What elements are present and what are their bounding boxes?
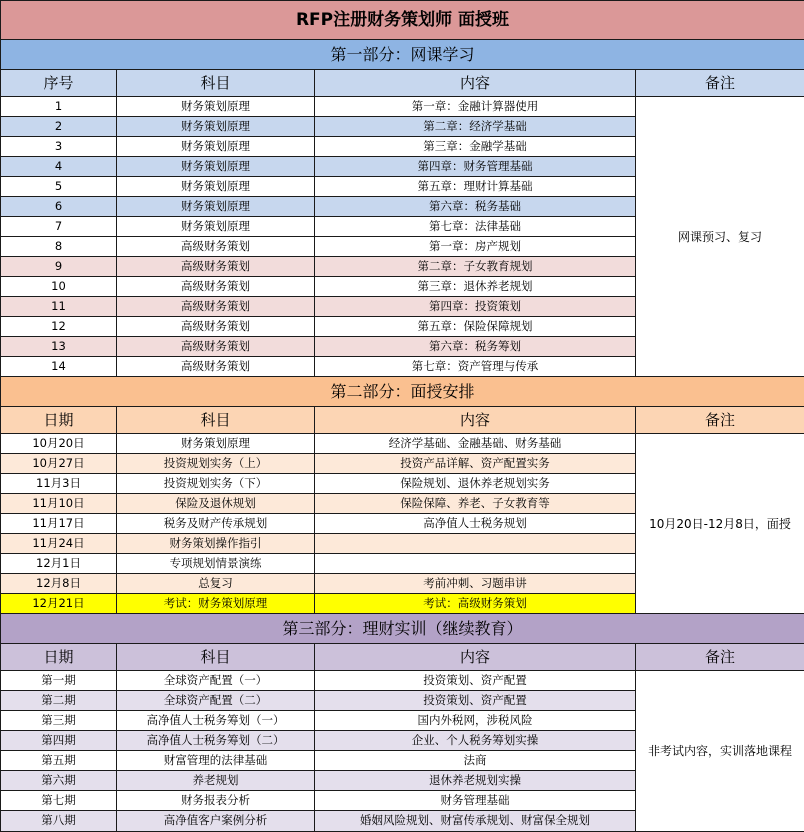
cell-index: 第五期 [1, 751, 117, 771]
cell-index: 11月3日 [1, 474, 117, 494]
cell-subject: 全球资产配置（二） [117, 691, 315, 711]
cell-index: 2 [1, 117, 117, 137]
cell-index: 11月10日 [1, 494, 117, 514]
cell-index: 12月8日 [1, 574, 117, 594]
cell-content: 保险保障、养老、子女教育等 [315, 494, 636, 514]
page-title: RFP注册财务策划师 面授班 [1, 1, 804, 40]
cell-content [315, 534, 636, 554]
cell-content: 考试：高级财务策划 [315, 594, 636, 614]
cell-index: 第一期 [1, 671, 117, 691]
cell-content: 投资产品详解、资产配置实务 [315, 454, 636, 474]
cell-index: 11 [1, 297, 117, 317]
cell-subject: 总复习 [117, 574, 315, 594]
cell-subject: 高级财务策划 [117, 317, 315, 337]
header-content: 内容 [315, 644, 636, 671]
cell-index: 10月27日 [1, 454, 117, 474]
cell-index: 1 [1, 97, 117, 117]
column-header-row [1, 70, 804, 97]
cell-index: 13 [1, 337, 117, 357]
cell-content: 第三章：金融学基础 [315, 137, 636, 157]
cell-subject: 财富管理的法律基础 [117, 751, 315, 771]
header-note: 备注 [636, 407, 804, 434]
cell-index: 第六期 [1, 771, 117, 791]
cell-subject: 财务策划原理 [117, 434, 315, 454]
cell-index: 第七期 [1, 791, 117, 811]
table-row [1, 97, 804, 117]
cell-index: 12月21日 [1, 594, 117, 614]
cell-content: 第七章：资产管理与传承 [315, 357, 636, 377]
cell-subject: 高净值客户案例分析 [117, 811, 315, 832]
cell-subject: 专项规划情景演练 [117, 554, 315, 574]
cell-subject: 全球资产配置（一） [117, 671, 315, 691]
cell-subject: 财务策划原理 [117, 117, 315, 137]
cell-content: 第二章：子女教育规划 [315, 257, 636, 277]
cell-index: 4 [1, 157, 117, 177]
cell-subject: 投资规划实务（下） [117, 474, 315, 494]
cell-index: 第八期 [1, 811, 117, 832]
cell-content: 第四章：财务管理基础 [315, 157, 636, 177]
cell-content: 第五章：理财计算基础 [315, 177, 636, 197]
cell-index: 12 [1, 317, 117, 337]
cell-subject: 高级财务策划 [117, 277, 315, 297]
cell-content: 考前冲刺、习题串讲 [315, 574, 636, 594]
header-note: 备注 [636, 644, 804, 671]
cell-content: 高净值人士税务规划 [315, 514, 636, 534]
cell-content: 第四章：投资策划 [315, 297, 636, 317]
cell-subject: 税务及财产传承规划 [117, 514, 315, 534]
cell-subject: 财务策划原理 [117, 137, 315, 157]
cell-subject: 保险及退休规划 [117, 494, 315, 514]
cell-subject: 养老规划 [117, 771, 315, 791]
column-header-row [1, 407, 804, 434]
cell-index: 5 [1, 177, 117, 197]
cell-subject: 考试：财务策划原理 [117, 594, 315, 614]
cell-subject: 高净值人士税务筹划（二） [117, 731, 315, 751]
cell-content: 婚姻风险规划、财富传承规划、财富保全规划 [315, 811, 636, 832]
cell-index: 10月20日 [1, 434, 117, 454]
cell-index: 3 [1, 137, 117, 157]
section-online-heading-row [1, 40, 804, 70]
cell-content: 企业、个人税务筹划实操 [315, 731, 636, 751]
cell-content: 法商 [315, 751, 636, 771]
section-heading: 第三部分：理财实训（继续教育） [1, 614, 804, 644]
column-header-row [1, 644, 804, 671]
cell-subject: 财务策划原理 [117, 97, 315, 117]
cell-index: 第四期 [1, 731, 117, 751]
header-index: 日期 [1, 407, 117, 434]
cell-index: 12月1日 [1, 554, 117, 574]
header-index: 序号 [1, 70, 117, 97]
note-cell: 10月20日-12月8日，面授 [636, 434, 804, 614]
cell-subject: 财务策划原理 [117, 217, 315, 237]
cell-content: 第六章：税务基础 [315, 197, 636, 217]
cell-content: 第一章：房产规划 [315, 237, 636, 257]
cell-content: 第七章：法律基础 [315, 217, 636, 237]
cell-index: 第二期 [1, 691, 117, 711]
header-content: 内容 [315, 407, 636, 434]
cell-subject: 财务策划原理 [117, 197, 315, 217]
cell-index: 10 [1, 277, 117, 297]
cell-content: 第二章：经济学基础 [315, 117, 636, 137]
section-practicum-heading-row [1, 614, 804, 644]
cell-content: 投资策划、资产配置 [315, 691, 636, 711]
cell-subject: 高级财务策划 [117, 337, 315, 357]
section-inperson-heading-row [1, 377, 804, 407]
cell-content: 国内外税网，涉税风险 [315, 711, 636, 731]
cell-index: 第三期 [1, 711, 117, 731]
cell-index: 6 [1, 197, 117, 217]
cell-subject: 高级财务策划 [117, 237, 315, 257]
cell-content: 第一章：金融计算器使用 [315, 97, 636, 117]
cell-subject: 高级财务策划 [117, 297, 315, 317]
cell-subject: 高净值人士税务筹划（一） [117, 711, 315, 731]
cell-subject: 投资规划实务（上） [117, 454, 315, 474]
cell-index: 11月17日 [1, 514, 117, 534]
cell-content: 财务管理基础 [315, 791, 636, 811]
header-subject: 科目 [117, 70, 315, 97]
cell-content: 退休养老规划实操 [315, 771, 636, 791]
cell-subject: 财务策划原理 [117, 157, 315, 177]
cell-index: 8 [1, 237, 117, 257]
cell-content: 第六章：税务筹划 [315, 337, 636, 357]
cell-subject: 财务策划操作指引 [117, 534, 315, 554]
header-note: 备注 [636, 70, 804, 97]
cell-content: 第三章：退休养老规划 [315, 277, 636, 297]
header-subject: 科目 [117, 407, 315, 434]
cell-content [315, 554, 636, 574]
cell-subject: 高级财务策划 [117, 257, 315, 277]
cell-index: 7 [1, 217, 117, 237]
cell-content: 第五章：保险保障规划 [315, 317, 636, 337]
note-cell: 网课预习、复习 [636, 97, 804, 377]
header-subject: 科目 [117, 644, 315, 671]
cell-index: 14 [1, 357, 117, 377]
cell-subject: 高级财务策划 [117, 357, 315, 377]
cell-subject: 财务报表分析 [117, 791, 315, 811]
table-row [1, 434, 804, 454]
table-row [1, 671, 804, 691]
section-heading: 第二部分：面授安排 [1, 377, 804, 407]
note-cell: 非考试内容，实训落地课程 [636, 671, 804, 832]
header-index: 日期 [1, 644, 117, 671]
cell-content: 经济学基础、金融基础、财务基础 [315, 434, 636, 454]
cell-subject: 财务策划原理 [117, 177, 315, 197]
cell-index: 11月24日 [1, 534, 117, 554]
section-heading: 第一部分：网课学习 [1, 40, 804, 70]
header-content: 内容 [315, 70, 636, 97]
cell-content: 保险规划、退休养老规划实务 [315, 474, 636, 494]
cell-index: 9 [1, 257, 117, 277]
cell-content: 投资策划、资产配置 [315, 671, 636, 691]
